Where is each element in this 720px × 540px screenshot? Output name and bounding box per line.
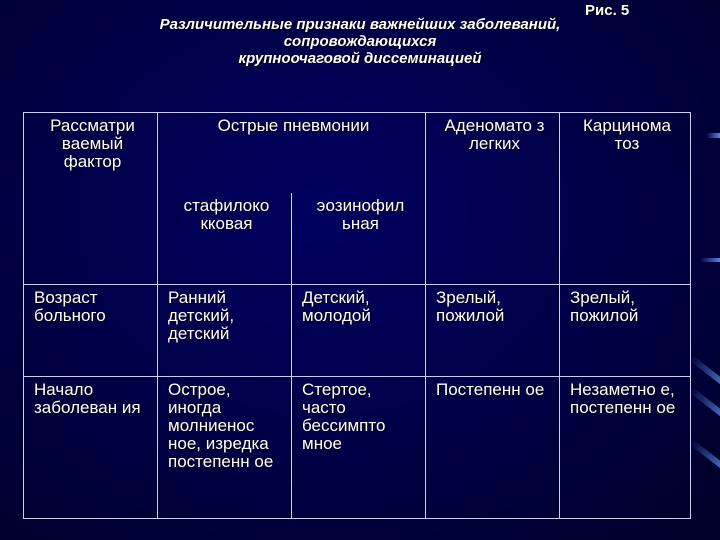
- title-line-2: сопровождающихся: [283, 33, 437, 50]
- row-onset-staph: Острое, иногда молниенос ное, изредка постепенн ое: [158, 377, 292, 519]
- row-onset-eosin: Стертое, часто бессимпто мное: [292, 377, 426, 519]
- row-age-adenomatosis: Зрелый, пожилой: [426, 285, 560, 377]
- table-row: [24, 285, 691, 377]
- header-carcinomatosis-cell: Карцинома тоз: [560, 113, 691, 193]
- header-carcinomatosis-spacer: [560, 193, 691, 285]
- table-header-row: [24, 113, 691, 193]
- decorative-light-streak: [689, 439, 720, 471]
- subheader-staph-cell: стафилоко кковая: [158, 193, 292, 285]
- row-age-eosin: Детский, молодой: [292, 285, 426, 377]
- slide-title: [90, 16, 630, 67]
- decorative-light-streak: [689, 355, 720, 387]
- title-line-3: крупноочаговой диссеминацией: [238, 50, 482, 67]
- row-onset-factor: Начало заболеван ия: [24, 377, 158, 519]
- figure-label: Рис. 5: [585, 2, 630, 19]
- row-age-staph: Ранний детский, детский: [158, 285, 292, 377]
- header-adenomatosis-spacer: [426, 193, 560, 285]
- row-age-factor: Возраст больного: [24, 285, 158, 377]
- row-onset-adenomatosis: Постепенн ое: [426, 377, 560, 519]
- decorative-light-streak: [706, 133, 720, 138]
- table-subheader-row: [24, 193, 691, 285]
- header-factor-spacer: [24, 193, 158, 285]
- comparison-table: [23, 112, 691, 519]
- title-line-1: Различительные признаки важнейших заболеваний,: [159, 16, 561, 33]
- header-adenomatosis-cell: Аденомато з легких: [426, 113, 560, 193]
- subheader-eosin-cell: эозинофил ьная: [292, 193, 426, 285]
- decorative-light-streak: [689, 387, 720, 419]
- decorative-light-streak: [700, 258, 720, 262]
- table-row: [24, 377, 691, 519]
- header-pneumonia-cell: Острые пневмонии: [158, 113, 426, 193]
- row-age-carcinomatosis: Зрелый, пожилой: [560, 285, 691, 377]
- row-onset-carcinomatosis: Незаметно е, постепенн ое: [560, 377, 691, 519]
- header-factor-cell: Рассматри ваемый фактор: [24, 113, 158, 193]
